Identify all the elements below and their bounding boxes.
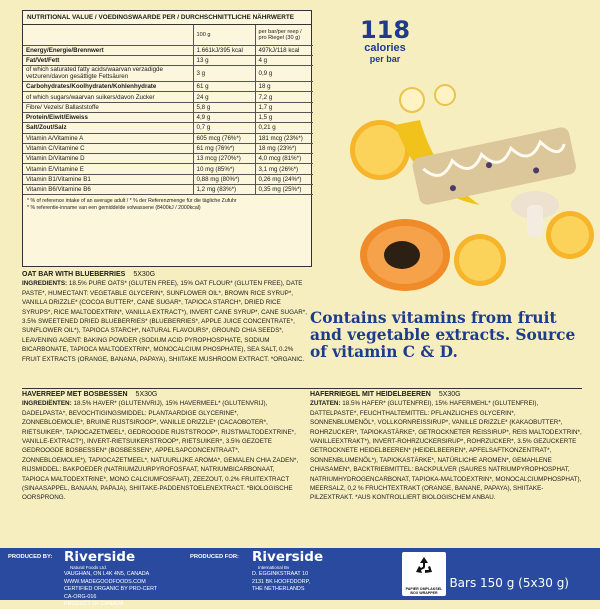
nutrition-row — [23, 143, 313, 153]
papaya-icon — [360, 219, 450, 291]
nutrition-row-label: of which saturated fatty acids/waarvan verzadigde vetzuren/davon gesättigte Fettsäuren — [23, 66, 193, 82]
nutrition-row — [23, 174, 313, 184]
ingredients-en-weight: 5X30G — [133, 271, 156, 278]
ingredients-english — [22, 270, 312, 388]
banana-slice-icon — [400, 88, 424, 112]
recycle-icon — [413, 555, 435, 577]
nutrition-row — [23, 112, 313, 122]
brand-sub-2: International Bv — [258, 565, 290, 570]
address-line: PRODUCT OF CANADA — [64, 601, 124, 608]
nutrition-row-bar: 0,26 mg (24%*) — [255, 174, 313, 184]
nutrition-row-100g: 0,7 g — [193, 123, 255, 133]
brand-logo-2: Riverside — [252, 549, 324, 565]
nutrition-col-100g: 100 g — [193, 25, 255, 45]
nutrition-row-100g: 13 mcg (270%*) — [193, 154, 255, 164]
nutrition-row — [23, 66, 313, 82]
nutrition-row-100g: 5,8 g — [193, 102, 255, 112]
nutrition-row-bar: 181 mcg (23%*) — [255, 133, 313, 143]
nutrition-row — [23, 133, 313, 143]
ingredients-de-name: HAFERRIEGEL MIT HEIDELBEEREN — [310, 391, 431, 398]
address-line: THE NETHERLANDS — [252, 586, 305, 593]
ingredients-de-weight: 5X30G — [438, 391, 461, 398]
nutrition-col-label — [23, 25, 193, 45]
address-producer — [64, 571, 157, 609]
nutrition-row-label: Vitamin E/Vitamine E — [23, 164, 193, 174]
nutrition-row-bar: 4 g — [255, 55, 313, 65]
nutrition-row — [23, 92, 313, 102]
nutrition-row-label: Vitamin A/Vitamine A — [23, 133, 193, 143]
nutrition-row — [23, 45, 313, 55]
nutrition-row-label: of which sugars/waarvan suikers/davon Zucker — [23, 92, 193, 102]
nutrition-row-label: Fibre/ Vezels/ Ballaststoffe — [23, 102, 193, 112]
recycle-labels: PAPIER OMPLAKSEL BOX WRAPPER — [405, 587, 443, 595]
nutrition-row — [23, 154, 313, 164]
produced-for-label: PRODUCED FOR: — [190, 554, 239, 560]
package-weight: 5 Bars 150 g (5x30 g) — [438, 576, 569, 590]
address-line: CERTIFIED ORGANIC BY PRO-CERT — [64, 586, 158, 593]
footnote-2: * % referentie-inname van een gemiddelde volwassene (8400kJ / 2000kcal) — [27, 205, 201, 212]
address-line: WWW.MADEGOODFOODS.COM — [64, 578, 146, 585]
calories-unit: calories — [364, 42, 406, 54]
nutrition-row-100g: 1,2 mg (83%*) — [193, 185, 255, 195]
nutrition-row-label: Vitamin B1/Vitamine B1 — [23, 174, 193, 184]
ingredients-en-text: 18.5% PURE OATS* (GLUTEN FREE), 15% OAT FLOUR* (GLUTEN FREE), DATE PASTE*, HUMECTANT: VEGETABLE GLYCERIN*, SUNFLOWER OIL*, BROWN RICE SYRUP*, VANILLA DRIZZLE* (COCOA BUTTER*, CANE SUGAR*, TAPIOCA STARCH*, DRIED RICE SYRUPS*, RICE MALTODEXTRIN*, VANILLA EXTRACT*), INVERT CANE SYRUP*, CANE SUGAR*, 3.5% SWEETENED DRIED BLUEBERRIES* (BLUEBERRIES*, APPLE JUICE CONCENTRATE*, SUNFLOWER OIL*), TAPIOCA STARCH*, NATURAL FLAVOURS*, GROUND CHIA SEEDS*, LEAVENING AGENT: BAKING POWDER (SODIUM ACID PYROPHOSPHATE, SODIUM BICARBONATE, TAPIOCA MALTODEXTRIN*, MONOCALCIUM PHOSPHATE), SEA SALT, 0.2% FRUIT EXTRACTS (ORANGE, BANANA, PAPAYA), SHIITAKE MUSHROOM EXTRACT. *ORGANIC. — [22, 280, 307, 363]
nutrition-row-bar: 3,1 mg (26%*) — [255, 164, 313, 174]
nutrition-row-label: Protein/Eiwit/Eiweiss — [23, 112, 193, 122]
nutrition-row-bar: 1,7 g — [255, 102, 313, 112]
nutrition-row-bar: 7,2 g — [255, 92, 313, 102]
nutrition-row — [23, 82, 313, 92]
footer-band — [0, 548, 600, 608]
nutrition-header: NUTRITIONAL VALUE / VOEDINGSWAARDE PER / DURCHSCHNITTLICHE NÄHRWERTE — [23, 11, 311, 25]
ingredients-en-lead: INGREDIENTS: — [22, 280, 68, 288]
nutrition-row-bar: 0,35 mg (25%*) — [255, 185, 313, 195]
brand-logo-1: Riverside — [64, 549, 136, 565]
nutrition-row — [23, 55, 313, 65]
banana-slice-icon — [435, 85, 455, 105]
nutrition-row-bar: 0,21 g — [255, 123, 313, 133]
vitamin-claim: Contains vitamins from fruit and vegetable extracts. Source of vitamin C & D. — [310, 309, 576, 361]
nutrition-row-bar: 18 g — [255, 82, 313, 92]
nutrition-row-label: Carbohydrates/Koolhydraten/Kohlenhydrate — [23, 82, 193, 92]
calories-number: 118 — [359, 16, 411, 44]
nutrition-row-label: Fat/Vet/Fett — [23, 55, 193, 65]
address-line: VAUGHAN, ON L4K 4N5, CANADA — [64, 571, 150, 577]
nutrition-row-bar: 18 mg (23%*) — [255, 143, 313, 153]
ingredients-nl-text: 18.5% HAVER* (GLUTENVRIJ), 15% HAVERMEEL* (GLUTENVRIJ), DADELPASTA*, BEVOCHTIGINGSMIDDEL: PLANTAARDIGE GLYCERINE*, ZONNEBLOEMOLIE*, BRUINE RIJSTSIROOP*, VANILLE DRIZZLE* (CACAOBOTER*, RIETSUIKER*, TAPIOCAZETMEEL*, GEDROOGDE RIJSTSTROOP*, RIJSTMALTODEXTRINE*, VANILLE-EXTRACT*), INVERT-RIETSUIKERSTROOP*, RIETSUIKER*, 3.5% GEZOETE GEDROOGDE BOSBESSEN* (BOSBESSEN*, APPELSAPCONCENTRAAT*, ZONNEBLOEMOLIE*), TAPIOCAZETMEEL*, NATUURLIJKE AROMA*, GEMALEN CHIA ZADEN*, RIJSMIDDEL: BAKPOEDER (NATRIUMZUURPYROFOSFAAT, NATRIUMBICARBONAAT, TAPIOCA MALTODEXTRINE*, MONO CALCIUMFOSFAAT), ZEEZOUT, 0.2% FRUITEXTRACT (SINAASAPPEL, BANAAN, PAPAJA), SHIITAKE-PADDENSTOELENEXTRACT. *BIOLOGISCHE OORSPRONG. — [22, 400, 299, 502]
oat-bar-icon — [411, 126, 577, 206]
ingredients-de-lead: ZUTATEN: — [310, 400, 341, 408]
nutrition-table — [22, 10, 312, 267]
ingredients-de-text: 18.5% HAFER* (GLUTENFREI), 15% HAFERMEHL* (GLUTENFREI), DATTELPASTE*, FEUCHTHALTEMITTEL: PFLANZLICHES GLYCERIN*, SONNENBLUMENÖL*, VOLLKORNREISSIRUP*, VANILLE DRIZZLE* (KAKAOBUTTER*, ROHRZUCKER*, TAPIOKASTÄRKE*, GETROCKNETER REISSIRUP*, REIS MALTODEXTRIN*, VANILLEEXTRAKT*), INVERT-ROHRZUCKERSIRUP*, ROHRZUCKER*, 3.5% GEZUCKERTE GETROCKNETE HEIDELBEEREN* (HEIDELBEEREN*, APFELSAFTKONZENTRAT*, SONNENBLUMENÖL*), TAPIOKASTÄRKE*, NATÜRLICHE AROMEN*, GEMAHLENE CHIASAMEN*, BACKTRIEBMITTEL: BACKPULVER (SAURES NATRIUMPYROPHOSPHAT, NATRIUMHYDROGENCARBONAT, TAPIOKA-MALTODEXTRIN*, MONOCALCIUMPHOSPHAT), MEERSALZ, 0,2 % FRUCHTEXTRAKT (ORANGE, BANANE, PAPAYA), SHIITAKE-PILZEXTRAKT. *AUS KONTROLLIERT BIOLOGISCHEM ANBAU. — [310, 400, 582, 502]
nutrition-row-label: Salt/Zout/Salz — [23, 123, 193, 133]
address-line: CA-ORG-016 — [64, 593, 97, 600]
nutrition-footnote — [23, 195, 311, 215]
nutrition-row-100g: 4,9 g — [193, 112, 255, 122]
divider — [22, 388, 582, 389]
nutrition-row-label: Energy/Energie/Brennwert — [23, 45, 193, 55]
nutrition-row-bar: 4,0 mcg (81%*) — [255, 154, 313, 164]
nutrition-row-label: Vitamin D/Vitamine D — [23, 154, 193, 164]
fruit-bar-illustration — [340, 55, 590, 305]
produced-by-label: PRODUCED BY: — [8, 554, 53, 560]
nutrition-row-100g: 24 g — [193, 92, 255, 102]
ingredients-en-title — [22, 270, 312, 279]
nutrition-row-label: Vitamin B6/Vitamine B6 — [23, 185, 193, 195]
nutrition-row-bar: 1,5 g — [255, 112, 313, 122]
nutrition-row-100g: 10 mg (85%*) — [193, 164, 255, 174]
nutrition-row-100g: 0,88 mg (80%*) — [193, 174, 255, 184]
ingredients-en-name: OAT BAR WITH BLUEBERRIES — [22, 271, 126, 278]
nutrition-row-label: Vitamin C/Vitamine C — [23, 143, 193, 153]
nutrition-row — [23, 123, 313, 133]
nutrition-row — [23, 185, 313, 195]
address-line: 2131 BK HOOFDDORP, — [252, 578, 311, 585]
calories-per: per bar — [369, 54, 401, 64]
nutrition-row — [23, 164, 313, 174]
ingredients-german — [310, 390, 582, 540]
nutrition-row-100g: 61 g — [193, 82, 255, 92]
nutrition-row-100g: 605 mcg (76%*) — [193, 133, 255, 143]
ingredients-de-title — [310, 390, 582, 399]
nutrition-row-100g: 1.661kJ/395 kcal — [193, 45, 255, 55]
ingredients-nl-lead: INGREDIËNTEN: — [22, 400, 72, 408]
footnote-1: * % of reference intake of an average adult / * % der Referenzmenge für die tägliche Zufuhr — [27, 198, 237, 205]
nutrition-row-bar: 0,9 g — [255, 66, 313, 82]
nutrition-col-bar: per bar/per reep / pro Riegel (30 g) — [255, 25, 313, 45]
nutrition-row-100g: 61 mg (76%*) — [193, 143, 255, 153]
ingredients-nl-title — [22, 390, 302, 399]
ingredients-nl-name: HAVERREEP MET BOSBESSEN — [22, 391, 128, 398]
nutrition-row-100g: 3 g — [193, 66, 255, 82]
nutrition-grid — [23, 25, 313, 195]
address-distributor — [252, 571, 310, 594]
address-line: D. EGGINKSTRAAT 10 — [252, 571, 309, 577]
brand-sub-1: Natural Foods Ltd. — [70, 565, 108, 570]
ingredients-dutch — [22, 390, 302, 540]
nutrition-row-bar: 497kJ/118 kcal — [255, 45, 313, 55]
nutrition-row — [23, 102, 313, 112]
ingredients-nl-weight: 5X30G — [135, 391, 158, 398]
nutrition-row-100g: 13 g — [193, 55, 255, 65]
